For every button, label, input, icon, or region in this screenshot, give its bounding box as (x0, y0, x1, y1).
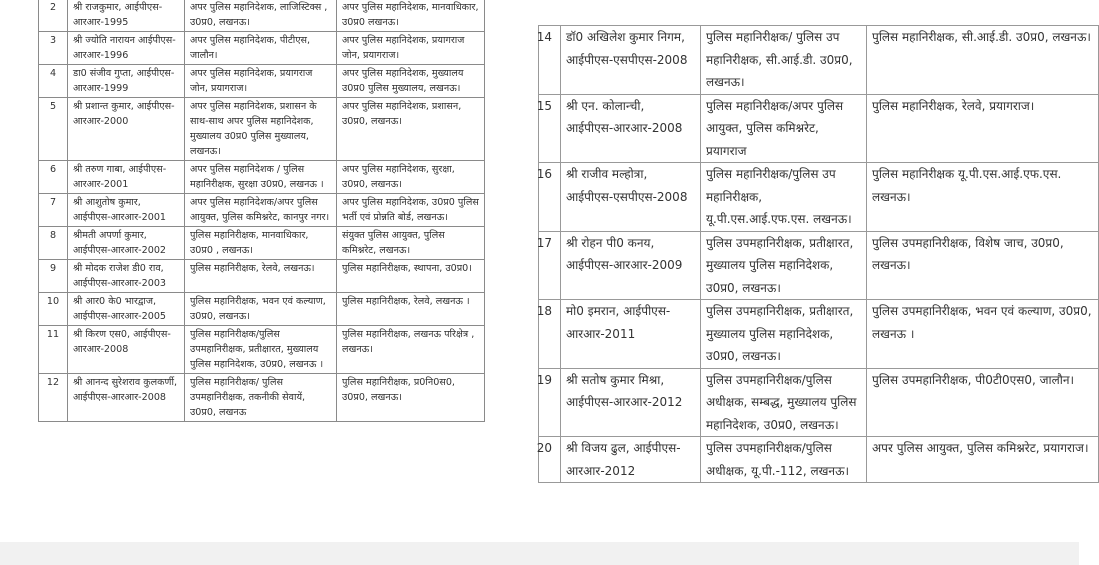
table-row (39, 194, 485, 227)
table-row (39, 293, 485, 326)
current-posting-cell: पुलिस महानिरीक्षक, रेलवे, लखनऊ। (185, 260, 337, 293)
table-row (39, 161, 485, 194)
serial-number-cell: 9 (39, 260, 68, 293)
serial-number-cell: 10 (39, 293, 68, 326)
serial-number-cell: 5 (39, 98, 68, 161)
new-posting-cell: पुलिस उपमहानिरीक्षक, विशेष जाच, उ0प्र0, लखनऊ। (867, 231, 1099, 300)
serial-number-cell: 3 (39, 32, 68, 65)
current-posting-cell: अपर पुलिस महानिदेशक / पुलिस महानिरीक्षक, सुरक्षा उ0प्र0, लखनऊ । (185, 161, 337, 194)
serial-number-cell: 17 (539, 231, 561, 300)
new-posting-cell: पुलिस महानिरीक्षक, रेलवे, प्रयागराज। (867, 94, 1099, 163)
current-posting-cell: पुलिस महानिरीक्षक/ पुलिस उपमहानिरीक्षक, तकनीकी सेवायें, उ0प्र0, लखनऊ (185, 374, 337, 422)
new-posting-cell: अपर पुलिस आयुक्त, पुलिस कमिश्नरेट, प्रयागराज। (867, 437, 1099, 483)
officer-name-cell: श्री आर0 के0 भारद्वाज, आईपीएस-आरआर-2005 (68, 293, 185, 326)
new-posting-cell: अपर पुलिस महानिदेशक, उ0प्र0 पुलिस भर्ती एवं प्रोन्नति बोर्ड, लखनऊ। (337, 194, 485, 227)
officer-name-cell: श्री रोहन पी0 कनय, आईपीएस-आरआर-2009 (561, 231, 701, 300)
current-posting-cell: पुलिस महानिरीक्षक, भवन एवं कल्याण, उ0प्र0, लखनऊ। (185, 293, 337, 326)
table-row (39, 98, 485, 161)
serial-number-cell: 2 (39, 0, 68, 32)
officer-name-cell: श्री तरुण गाबा, आईपीएस-आरआर-2001 (68, 161, 185, 194)
new-posting-cell: अपर पुलिस महानिदेशक, सुरक्षा, उ0प्र0, लखनऊ। (337, 161, 485, 194)
table-row (39, 227, 485, 260)
new-posting-cell: पुलिस महानिरीक्षक, रेलवे, लखनऊ । (337, 293, 485, 326)
transfer-table-right (538, 25, 1099, 483)
current-posting-cell: पुलिस उपमहानिरीक्षक, प्रतीक्षारत, मुख्यालय पुलिस महानिदेशक, उ0प्र0, लखनऊ। (701, 231, 867, 300)
officer-name-cell: डा0 संजीव गुप्ता, आईपीएस-आरआर-1999 (68, 65, 185, 98)
new-posting-cell: पुलिस महानिरीक्षक, लखनऊ परिक्षेत्र , लखनऊ। (337, 326, 485, 374)
new-posting-cell: पुलिस उपमहानिरीक्षक, पी0टी0एस0, जालौन। (867, 368, 1099, 437)
current-posting-cell: अपर पुलिस महानिदेशक/अपर पुलिस आयुक्त, पुलिस कमिश्नरेट, कानपुर नगर। (185, 194, 337, 227)
new-posting-cell: अपर पुलिस महानिदेशक, प्रयागराज जोन, प्रयागराज। (337, 32, 485, 65)
new-posting-cell: पुलिस महानिरीक्षक, प्र0नि0स0, उ0प्र0, लखनऊ। (337, 374, 485, 422)
current-posting-cell: पुलिस महानिरीक्षक/ पुलिस उप महानिरीक्षक, सी.आई.डी. उ0प्र0, लखनऊ। (701, 26, 867, 95)
officer-name-cell: श्री आशुतोष कुमार, आईपीएस-आरआर-2001 (68, 194, 185, 227)
new-posting-cell: संयुक्त पुलिस आयुक्त, पुलिस कमिश्नरेट, लखनऊ। (337, 227, 485, 260)
officer-name-cell: डॉ0 अखिलेश कुमार निगम, आईपीएस-एसपीएस-2008 (561, 26, 701, 95)
serial-number-cell: 20 (539, 437, 561, 483)
table-row (539, 368, 1099, 437)
current-posting-cell: पुलिस महानिरीक्षक/पुलिस उप महानिरीक्षक, यू.पी.एस.आई.एफ.एस. लखनऊ। (701, 163, 867, 232)
officer-name-cell: मो0 इमरान, आईपीएस-आरआर-2011 (561, 300, 701, 369)
officer-name-cell: श्री राजीव मल्होत्रा, आईपीएस-एसपीएस-2008 (561, 163, 701, 232)
officer-name-cell: श्री किरण एस0, आईपीएस-आरआर-2008 (68, 326, 185, 374)
new-posting-cell: पुलिस महानिरीक्षक यू.पी.एस.आई.एफ.एस. लखनऊ। (867, 163, 1099, 232)
officer-name-cell: श्री प्रशान्त कुमार, आईपीएस-आरआर-2000 (68, 98, 185, 161)
table-row (539, 300, 1099, 369)
serial-number-cell: 8 (39, 227, 68, 260)
current-posting-cell: अपर पुलिस महानिदेशक, पीटीएस, जालौन। (185, 32, 337, 65)
serial-number-cell: 12 (39, 374, 68, 422)
serial-number-cell: 15 (539, 94, 561, 163)
table-row (39, 260, 485, 293)
officer-name-cell: श्री एन. कोलान्ची, आईपीएस-आरआर-2008 (561, 94, 701, 163)
current-posting-cell: पुलिस उपमहानिरीक्षक/पुलिस अधीक्षक, यू.पी.-112, लखनऊ। (701, 437, 867, 483)
serial-number-cell: 18 (539, 300, 561, 369)
serial-number-cell: 6 (39, 161, 68, 194)
officer-name-cell: श्री आनन्द सुरेशराव कुलकर्णी, आईपीएस-आरआर-2008 (68, 374, 185, 422)
officer-name-cell: श्री सतोष कुमार मिश्रा, आईपीएस-आरआर-2012 (561, 368, 701, 437)
table-row (539, 26, 1099, 95)
table-row (539, 163, 1099, 232)
serial-number-cell: 19 (539, 368, 561, 437)
table-row (39, 374, 485, 422)
current-posting-cell: पुलिस उपमहानिरीक्षक/पुलिस अधीक्षक, सम्बद्ध, मुख्यालय पुलिस महानिदेशक, उ0प्र0, लखनऊ। (701, 368, 867, 437)
page-bottom-strip (0, 542, 1079, 565)
current-posting-cell: अपर पुलिस महानिदेशक, प्रयागराज जोन, प्रयागराज। (185, 65, 337, 98)
new-posting-cell: अपर पुलिस महानिदेशक, मानवाधिकार, उ0प्र0 लखनऊ। (337, 0, 485, 32)
new-posting-cell: पुलिस उपमहानिरीक्षक, भवन एवं कल्याण, उ0प्र0, लखनऊ । (867, 300, 1099, 369)
officer-name-cell: श्री मोदक राजेश डी0 राव, आईपीएस-आरआर-2003 (68, 260, 185, 293)
table-row (539, 437, 1099, 483)
current-posting-cell: पुलिस उपमहानिरीक्षक, प्रतीक्षारत, मुख्यालय पुलिस महानिदेशक, उ0प्र0, लखनऊ। (701, 300, 867, 369)
table-row (39, 32, 485, 65)
officer-name-cell: श्री राजकुमार, आईपीएस-आरआर-1995 (68, 0, 185, 32)
table-row (39, 0, 485, 32)
table-row (539, 94, 1099, 163)
current-posting-cell: अपर पुलिस महानिदेशक, प्रशासन के साथ-साथ अपर पुलिस महानिदेशक, मुख्यालय उ0प्र0 पुलिस मुख्यालय, लखनऊ। (185, 98, 337, 161)
table-row (39, 65, 485, 98)
table-row (539, 231, 1099, 300)
current-posting-cell: अपर पुलिस महानिदेशक, लाजिस्टिक्स , उ0प्र0, लखनऊ। (185, 0, 337, 32)
officer-name-cell: श्री ज्योति नारायन आईपीएस-आरआर-1996 (68, 32, 185, 65)
new-posting-cell: अपर पुलिस महानिदेशक, प्रशासन, उ0प्र0, लखनऊ। (337, 98, 485, 161)
new-posting-cell: पुलिस महानिरीक्षक, स्थापना, उ0प्र0। (337, 260, 485, 293)
serial-number-cell: 11 (39, 326, 68, 374)
current-posting-cell: पुलिस महानिरीक्षक/पुलिस उपमहानिरीक्षक, प्रतीक्षारत, मुख्यालय पुलिस महानिदेशक, उ0प्र0, लखनऊ । (185, 326, 337, 374)
serial-number-cell: 7 (39, 194, 68, 227)
serial-number-cell: 16 (539, 163, 561, 232)
table-row (39, 326, 485, 374)
officer-name-cell: श्री विजय ढुल, आईपीएस-आरआर-2012 (561, 437, 701, 483)
current-posting-cell: पुलिस महानिरीक्षक/अपर पुलिस आयुक्त, पुलिस कमिश्नरेट, प्रयागराज (701, 94, 867, 163)
new-posting-cell: अपर पुलिस महानिदेशक, मुख्यालय उ0प्र0 पुलिस मुख्यालय, लखनऊ। (337, 65, 485, 98)
new-posting-cell: पुलिस महानिरीक्षक, सी.आई.डी. उ0प्र0, लखनऊ। (867, 26, 1099, 95)
current-posting-cell: पुलिस महानिरीक्षक, मानवाधिकार, उ0प्र0 , लखनऊ। (185, 227, 337, 260)
serial-number-cell: 4 (39, 65, 68, 98)
serial-number-cell: 14 (539, 26, 561, 95)
officer-name-cell: श्रीमती अपर्णा कुमार, आईपीएस-आरआर-2002 (68, 227, 185, 260)
transfer-table-left (38, 0, 485, 422)
